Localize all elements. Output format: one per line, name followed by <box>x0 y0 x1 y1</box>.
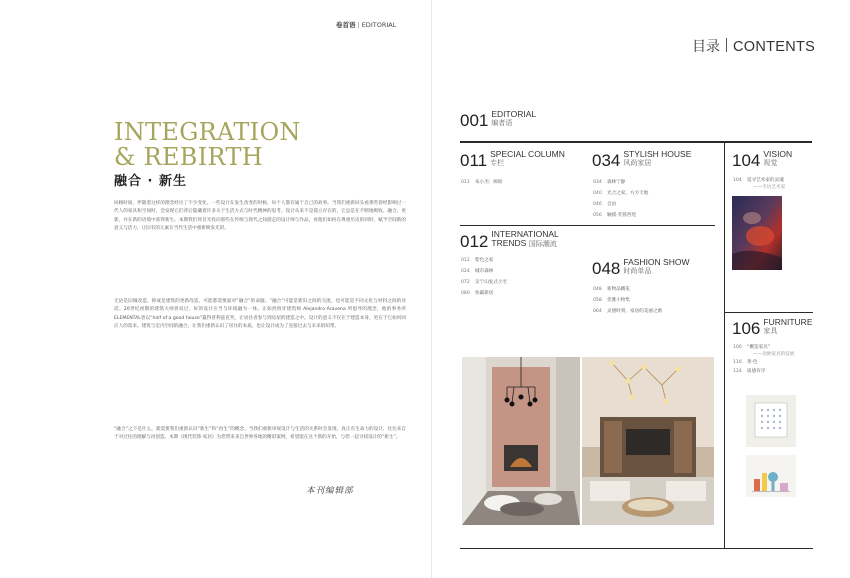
list-item[interactable]: 056 触摸·芙蓉西苑 <box>593 213 637 218</box>
toc-vision-en: VISION <box>763 149 793 159</box>
toc-vision-num: 104 <box>732 151 761 170</box>
rule-top <box>460 141 812 143</box>
list-item[interactable]: 034 森林宁静 <box>593 180 626 185</box>
toc-editorial-zh: 编者语 <box>491 119 513 127</box>
article-subtitle: 融合 · 新生 <box>114 174 187 189</box>
toc-stylish-num: 034 <box>592 151 621 170</box>
list-item[interactable]: 024 城市森林 <box>461 269 494 274</box>
toc-intl-zh: 国际潮流 <box>528 241 557 248</box>
toc-stylish-items <box>593 177 648 221</box>
toc-intl-en1: INTERNATIONAL <box>491 229 559 239</box>
toc-editorial[interactable] <box>460 110 536 129</box>
paragraph-3: “融合”之下是什么，就需要我们重新认识“新生”和“再生”的概念。当我们重新审视设计与生活的关系时会发现，真正有生命力的设计，往往来自于对过往的理解与再创造。本期《现代装饰·家居》为您带来来自世界各地的精彩案例，希望能在这个新的开始，与您一起寻找设计的“新生”。 <box>114 427 406 441</box>
toc-special-zh: 专栏 <box>490 159 505 167</box>
list-item[interactable]: 104 追寻艺术家的灵魂 <box>733 178 784 183</box>
list-item-sub: ——北欧家具的发展 <box>753 352 795 357</box>
interior-photo-living-room <box>582 357 714 525</box>
toc-fashion-show[interactable] <box>592 258 690 277</box>
rule-furniture <box>725 312 813 313</box>
list-item[interactable]: 058 优雅小物集 <box>593 298 630 303</box>
list-item[interactable]: 072 吴宁山复式小宅 <box>461 280 508 285</box>
toc-intl-num: 012 <box>460 232 489 251</box>
contents-header-en: CONTENTS <box>733 39 816 55</box>
list-item-sub: ——专访艺术家 <box>753 185 786 190</box>
header-en: EDITORIAL <box>361 21 397 29</box>
furniture-artwork-image <box>746 395 796 447</box>
toc-furniture-en: FURNITURE <box>763 317 813 327</box>
toc-furniture-num: 106 <box>732 319 761 338</box>
toc-editorial-num: 001 <box>460 111 489 130</box>
toc-intl-items <box>461 255 507 299</box>
article-title <box>114 120 414 170</box>
header-zh: 卷首语 <box>336 21 356 29</box>
rule-mid <box>460 225 715 226</box>
toc-special-en: SPECIAL COLUMN <box>490 149 565 159</box>
title-line-1: INTEGRATION <box>114 118 301 146</box>
furniture-objects-image <box>746 455 796 497</box>
vision-painting-image <box>732 196 782 270</box>
list-item[interactable]: 080 快霸新居 <box>461 291 494 296</box>
toc-fashion-items <box>593 284 662 317</box>
list-item[interactable]: 012 紫色之家 <box>461 258 494 263</box>
signature: 本刊编辑部 <box>306 486 354 496</box>
toc-stylish-zh: 风尚家居 <box>623 159 652 167</box>
toc-stylish-house[interactable] <box>592 150 691 169</box>
paragraph-1: 回顾时间，伴随着这样的理念经历了不少变化。一些设计在发生改变的时候，每个人都有属于自己的故事。当我们重新回头看那些曾经影响过一代人的家具和空间时，会发现它们背后隐藏着许多关于生活方式与时代精神的思考。设计从来不是孤立存在的，它总是在不断地吸收、融合、更新，并在新的语境中获得新生。本期我们将目光投向那些在传统与现代之间游走的设计师与作品，看他们如何在尊重历史的同时，赋予空间新的意义与活力，让旧有的元素在当代生活中重新焕发光彩。 <box>114 201 406 232</box>
toc-furniture-zh: 家具 <box>763 327 778 335</box>
list-item[interactable]: 064 灵感时刻，家居的美丽之源 <box>593 309 663 314</box>
list-item[interactable]: 124 质感有序 <box>733 369 766 374</box>
interior-photo-fireplace <box>462 357 580 525</box>
right-page <box>432 0 850 578</box>
toc-stylish-en: STYLISH HOUSE <box>623 149 692 159</box>
toc-furniture[interactable] <box>732 318 812 337</box>
toc-vision-zh: 视觉 <box>763 159 778 167</box>
toc-editorial-en: EDITORIAL <box>491 109 537 119</box>
column-divider <box>724 141 725 549</box>
rule-bottom <box>460 548 813 549</box>
list-item[interactable]: 116 黄·色 <box>733 360 758 365</box>
contents-header-zh: 目录 <box>692 39 720 55</box>
list-item[interactable]: 106 “概览家具” <box>733 345 771 350</box>
toc-special-items <box>461 177 503 188</box>
list-item[interactable]: 046 自由 <box>593 202 617 207</box>
list-item[interactable]: 011 朱小杰：顾盼 <box>461 180 503 185</box>
toc-furniture-items <box>733 343 794 376</box>
toc-vision[interactable] <box>732 150 792 169</box>
contents-header <box>692 36 815 56</box>
running-header: 卷首语 | EDITORIAL <box>336 21 397 29</box>
toc-fashion-num: 048 <box>592 259 621 278</box>
paragraph-2: 无论是旧城改造，抑或是建筑的更新改造，可能都需要面对“融合”的命题。“融合”可能是新旧之间的交流，也可能是不同文化与材料之间的对话。20世纪初期的建筑大师曾说过，好的设计应当与环境融为一体。正如西班牙建筑师 Alejandro Aravena 所倡导的理念，他的事务所ELEMENTAL曾以“half of a good house”赢得普利兹克奖，让居住者参与到房屋的建造之中。设计的意义不仅在于建造本身，更在于它如何回应人的需求。建筑与室内空间的融合，让我们重新认识了居住的本质，也让设计成为了连接过去与未来的纽带。 <box>114 299 406 330</box>
toc-intl-trends[interactable] <box>460 230 559 250</box>
list-item[interactable]: 048 新物品概览 <box>593 287 630 292</box>
toc-fashion-zh: 时尚单品 <box>623 267 652 275</box>
title-line-2: & REBIRTH <box>114 143 263 171</box>
toc-fashion-en: FASHION SHOW <box>623 257 690 267</box>
toc-intl-en2: TRENDS <box>491 238 527 248</box>
toc-special-num: 011 <box>460 151 488 170</box>
list-item[interactable]: 040 光合之家，方方天地 <box>593 191 649 196</box>
toc-special-column[interactable] <box>460 150 565 169</box>
toc-vision-items <box>733 177 785 191</box>
